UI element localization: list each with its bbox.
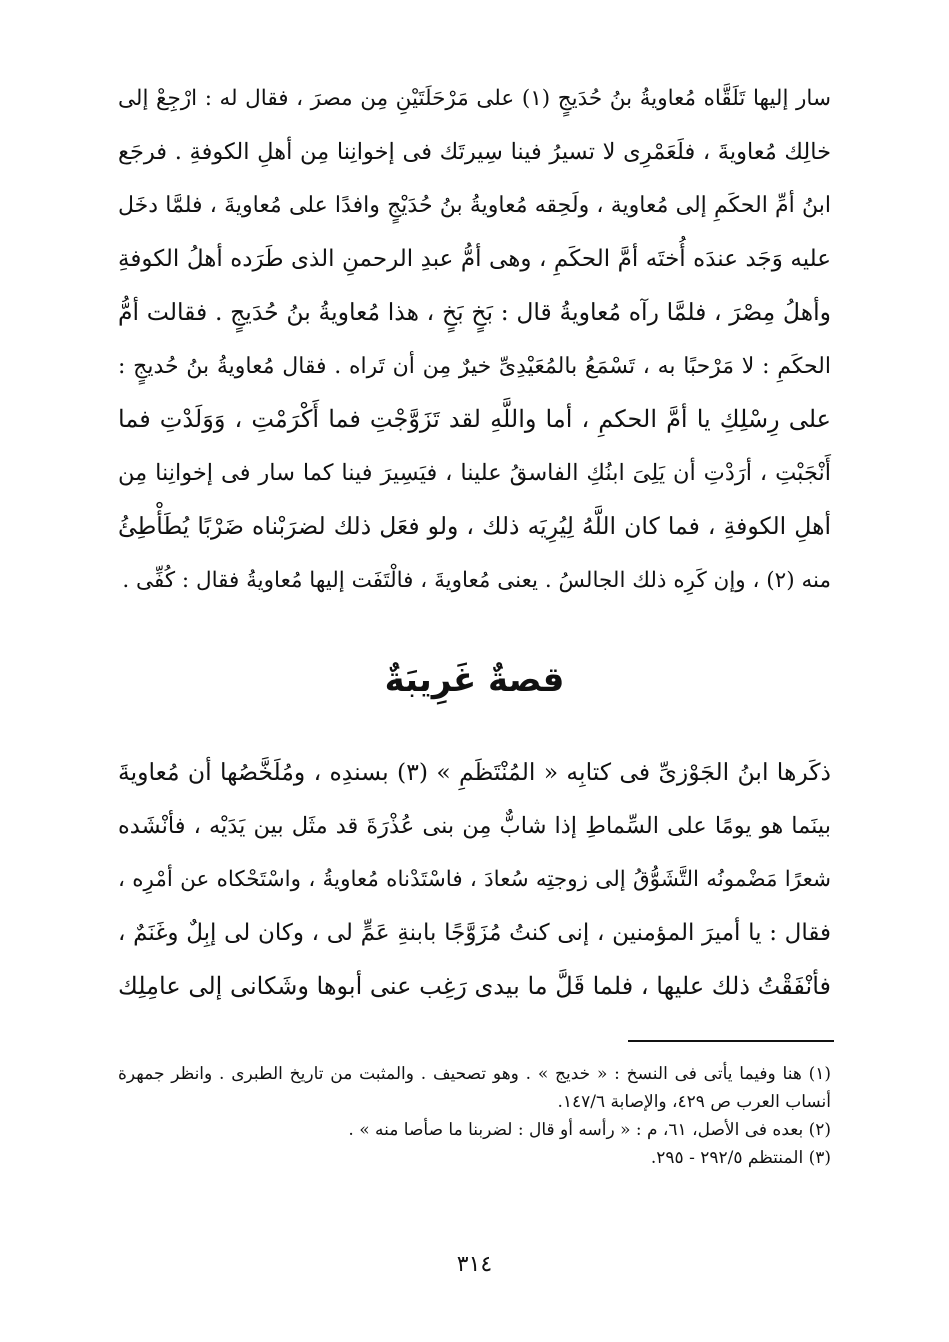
- page-number: ٣١٤: [456, 1252, 493, 1277]
- text-line: الحكَمِ : لا مَرْحبًا به ، تَسْمَعُ بالمُعَيْدِىِّ خيرٌ مِن أن تَراه . فقال مُعاويةُ بنُ حُديجٍ :: [118, 353, 831, 379]
- text-line: منه (٢) ، وإن كَرِه ذلك الجالسُ . يعنى مُعاويةَ ، فالْتَفَت إليها مُعاويةُ فقال : كُفِّى .: [122, 567, 831, 593]
- body-paragraph-2: [118, 746, 831, 1014]
- text-line: أهلِ الكوفةِ ، فما كان اللَّهُ لِيُرِيَه ذلك ، ولو فعَل ذلك لضرَبْناه ضَرْبًا يُطَأْطِئُ: [118, 512, 831, 540]
- text-line: أَنْجَبْتِ ، أرَدْتِ أن يَلِىَ ابنُكِ الفاسقُ علينا ، فيَسِيرَ فينا كما سار فى إخوانِنا مِن: [118, 459, 831, 486]
- footnote-line: (١) هنا وفيما يأتى فى النسخ : « خديج » . وهو تصحيف . والمثبت من تاريخ الطبرى . وانظر جمهرة: [118, 1064, 831, 1084]
- section-title: قصةٌ غَرِيبَةٌ: [384, 660, 565, 700]
- text-line: عليه وَجَد عندَه أُختَه أمَّ الحكَمِ ، وهى أمُّ عبدِ الرحمنِ الذى طَرَده أهلُ الكوفةِ: [118, 245, 831, 272]
- footnote-line: أنساب العرب ص ٤٢٩، والإصابة ١٤٧/٦.: [557, 1092, 831, 1112]
- text-line: ابنُ أمِّ الحكَمِ إلى مُعاوية ، ولَحِقه مُعاويةُ بنُ حُدَيْجٍ وافدًا على مُعاويةَ ، فلمَّا دخَل: [118, 193, 831, 218]
- text-line: سار إليها تَلَقَّاه مُعاويةُ بنُ حُدَيجٍ (١) على مَرْحَلَتَيْنِ مِن مصرَ ، فقال له : ارْجِعْ إلى: [118, 86, 831, 111]
- text-line: خالِك مُعاويةَ ، فلَعَمْرِى لا تسيرُ فينا سِيرتَك فى إخوانِنا مِن أهلِ الكوفةِ . فرجَع: [118, 138, 831, 165]
- footnote-separator: [628, 1040, 834, 1042]
- footnote-line: (٢) بعده فى الأصل، ٦١، م : « رأسه أو قال : لضربنا ما صأصا منه » .: [348, 1120, 831, 1140]
- text-line: بينَما هو يومًا على السِّماطِ إذا شابٌّ مِن بنى عُذْرَةَ قد مثَل بين يَدَيْه ، فأنْشَده: [118, 812, 831, 839]
- text-line: ذكَرها ابنُ الجَوْزىِّ فى كتابِه « المُنْتَظَمِ » (٣) بسندِه ، ومُلَخَّصُها أن مُعاويةَ: [118, 758, 831, 786]
- footnotes: [118, 1060, 831, 1172]
- text-line: فقال : يا أميرَ المؤمنين ، إنى كنتُ مُزَوَّجًا بابنةِ عَمٍّ لى ، وكان لى إبِلٌ وغَنَمٌ ،: [118, 919, 831, 946]
- body-paragraph-1: [118, 72, 831, 607]
- text-line: فأنْفَقْتُ ذلك عليها ، فلما قَلَّ ما بيدى رَغِب عنى أبوها وشَكانى إلى عامِلِك: [118, 972, 831, 1000]
- footnote-line: (٣) المنتظم ٢٩٢/٥ - ٢٩٥.: [650, 1148, 831, 1168]
- text-line: وأهلُ مِصْرَ ، فلمَّا رآه مُعاويةُ قال : بَخٍ بَخٍ ، هذا مُعاويةُ بنُ حُدَيجٍ . فقالت أمُّ: [118, 298, 831, 326]
- text-line: شعرًا مَضْمونُه التَّشَوُّقُ إلى زوجتِه سُعادَ ، فاسْتَدْناه مُعاويةُ ، واسْتَحْكاه عن أمْرِه ،: [118, 867, 831, 892]
- text-line: على رِسْلِكِ يا أمَّ الحكمِ ، أما واللَّهِ لقد تَزَوَّجْتِ فما أَكْرَمْتِ ، وَوَلَدْتِ فما: [118, 405, 831, 433]
